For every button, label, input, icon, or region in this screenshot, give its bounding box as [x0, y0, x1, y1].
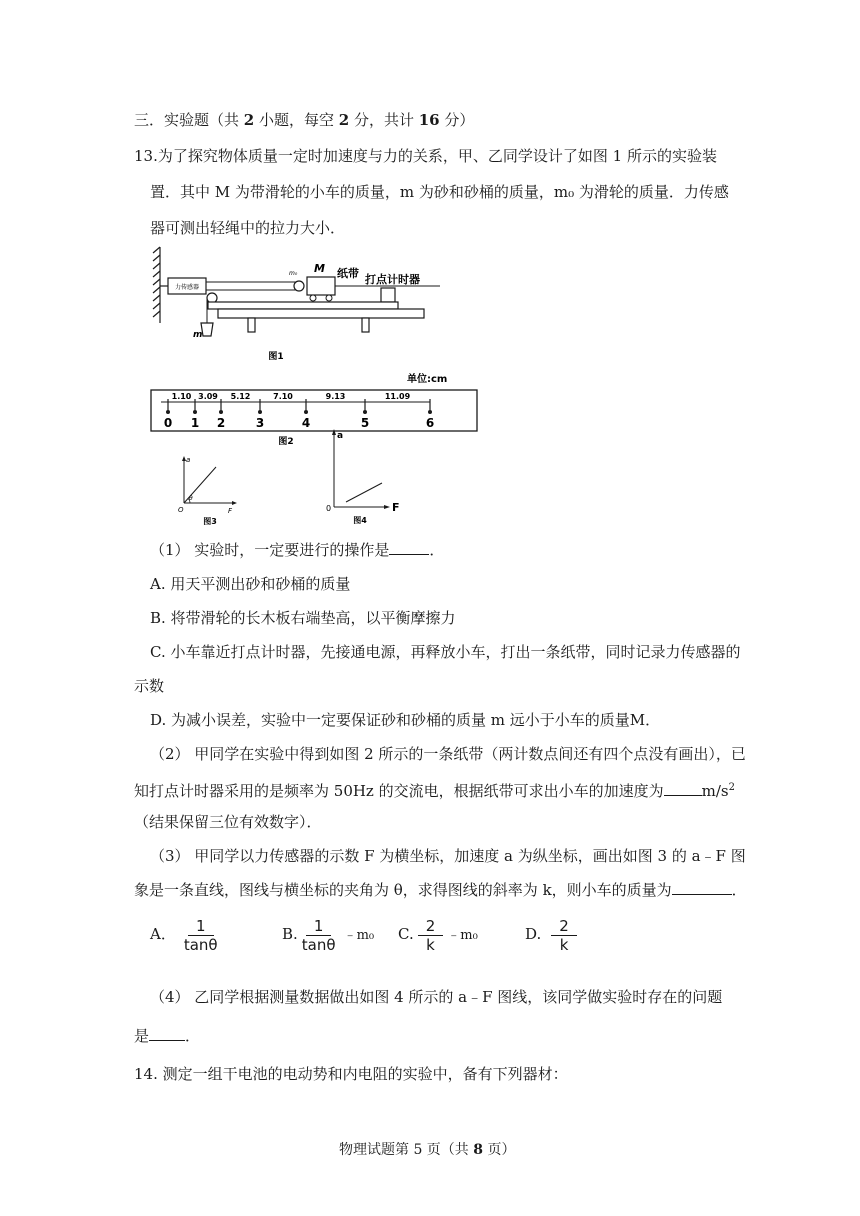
q13-part3-line2: 象是一条直线，图线与横坐标的夹角为 θ，求得图线的斜率为 k，则小车的质量为 ． [134, 881, 747, 899]
car-pulley [294, 281, 304, 291]
page-footer: 物理试题第 5 页（共 8 页） [339, 1142, 516, 1158]
tape-gap-label: 1.10 [171, 392, 192, 401]
tape-gap-label: 7.10 [273, 392, 293, 401]
figure-1-apparatus [150, 245, 440, 365]
q13-part2-line3: （结果保留三位有效数字）． [134, 813, 322, 831]
figure-2-paper-tape [149, 372, 479, 447]
tape-point-label: 0 [163, 416, 173, 430]
section-total: 16 [418, 111, 440, 129]
q13-part3-line1: （3） 甲同学以力传感器的示数 F 为横坐标，加速度 a 为纵坐标，画出如图 3 的 a﹣F 图 [150, 847, 746, 865]
q13-stem-line1: 13.为了探究物体质量一定时加速度与力的关系，甲、乙同学设计了如图 1 所示的实验装 [134, 147, 717, 165]
q13-part4-answer-blank[interactable] [149, 1026, 185, 1041]
fraction-2-over-k: $\frac{2}{k}$ [551, 917, 577, 954]
tape-dot [193, 410, 197, 414]
timer-label: 打点计时器 [365, 273, 420, 286]
q13-part1-option-c-line2: 示数 [134, 677, 165, 695]
long-board [208, 302, 398, 309]
q13-part4-line2: 是 ． [134, 1027, 201, 1045]
m-label: m [193, 330, 203, 340]
tape-dot [258, 410, 262, 414]
tape-gap-label: 9.13 [325, 392, 346, 401]
figure-4-graph [322, 425, 410, 527]
fig4-y-label: a [337, 431, 344, 441]
tape-point-label: 2 [216, 416, 226, 430]
figure-3-graph [172, 455, 242, 527]
q13-part1-prompt: （1） 实验时，一定要进行的操作是 ． [150, 541, 445, 559]
tape-dot [219, 410, 223, 414]
dot-timer [381, 288, 395, 302]
q13-part1-option-c-line1: C. 小车靠近打点计时器，先接通电源，再释放小车，打出一条纸带，同时记录力传感器的 [150, 643, 741, 661]
table-top [218, 309, 424, 318]
q13-part3-option-a: A． $\frac{1}{\tan\theta}$ [150, 914, 226, 954]
car [307, 277, 335, 295]
q13-part1-option-d: D. 为减小误差，实验中一定要保证砂和砂桶的质量 m 远小于小车的质量M． [150, 711, 661, 729]
fraction-1-over-tan: $\frac{1}{\tan\theta}$ [301, 916, 336, 954]
q14-stem: 14. 测定一组干电池的电动势和内电阻的实验中，备有下列器材： [134, 1065, 568, 1083]
fraction-2-over-k: $\frac{2}{k}$ [418, 917, 444, 954]
q13-part2-answer-blank[interactable] [664, 781, 702, 796]
q13-part3-option-b: B. $\frac{1}{\tan\theta}$ ﹣m₀ [282, 916, 375, 954]
tape-point-label: 3 [255, 416, 265, 430]
figure-1-caption: 图1 [268, 352, 284, 362]
section-points-each: 2 [338, 111, 350, 129]
q13-part4-line1: （4） 乙同学根据测量数据做出如图 4 所示的 a﹣F 图线，该同学做实验时存在的问题 [150, 988, 723, 1006]
q13-stem-line2: 置．其中 M 为带滑轮的小车的质量，m 为砂和砂桶的质量，m₀ 为滑轮的质量．力传感 [150, 183, 729, 201]
tape-gap-label: 11.09 [384, 392, 411, 401]
figure-4-caption: 图4 [353, 516, 367, 525]
tape-gap-label: 3.09 [198, 392, 218, 401]
tape-dot [428, 410, 432, 414]
q13-stem-line3: 器可测出轻绳中的拉力大小． [150, 219, 346, 237]
tape-point-label: 4 [301, 416, 311, 430]
tape-dot [363, 410, 367, 414]
fig4-x-label: F [392, 501, 400, 514]
fig3-angle: θ [189, 495, 193, 502]
section-num-questions: 2 [243, 111, 255, 129]
footer-total-pages: 8 [473, 1142, 484, 1158]
m0-label: m₀ [289, 270, 298, 277]
figure-3-caption: 图3 [203, 517, 217, 526]
tape-label: 纸带 [337, 267, 359, 280]
tape-dot [304, 410, 308, 414]
fraction-1-over-tan: $\frac{1}{\tan\theta}$ [183, 916, 218, 954]
fig3-origin: O [178, 506, 184, 514]
q13-part3-answer-blank[interactable] [672, 880, 732, 895]
fig3-y-label: a [186, 456, 191, 464]
q13-part3-option-c: C. $\frac{2}{k}$ ﹣m₀ [398, 916, 478, 954]
M-label: M [314, 262, 325, 275]
sand-bucket [201, 323, 213, 336]
q13-part2-line2: 知打点计时器采用的是频率为 50Hz 的交流电，根据纸带可求出小车的加速度为 $m/s^2$ [134, 782, 735, 800]
figure-2-caption: 图2 [278, 437, 294, 447]
tape-point-label: 6 [425, 416, 435, 430]
fig4-origin: 0 [326, 504, 332, 513]
wall [153, 247, 160, 323]
fig3-x-label: F [228, 507, 233, 515]
tape-unit-label: 单位:cm [407, 374, 448, 385]
q13-part1-option-a: A. 用天平测出砂和砂桶的质量 [150, 575, 351, 593]
q13-part2-line1: （2） 甲同学在实验中得到如图 2 所示的一条纸带（两计数点间还有四个点没有画出），已 [150, 745, 746, 763]
q13-part1-option-b: B. 将带滑轮的长木板右端垫高，以平衡摩擦力 [150, 609, 456, 627]
q13-part1-answer-blank[interactable] [389, 540, 429, 555]
q13-part3-option-d: D. $\frac{2}{k}$ [525, 914, 581, 954]
force-sensor-label: 力传感器 [174, 284, 200, 291]
section-header: 三．实验题（共 2 小题，每空 2 分，共计 16 分） [134, 111, 475, 129]
tape-dot [166, 410, 170, 414]
tape-gap-label: 5.12 [230, 392, 251, 401]
fig4-line [346, 483, 382, 502]
tape-point-label: 5 [360, 416, 370, 430]
tape-point-label: 1 [190, 416, 200, 430]
